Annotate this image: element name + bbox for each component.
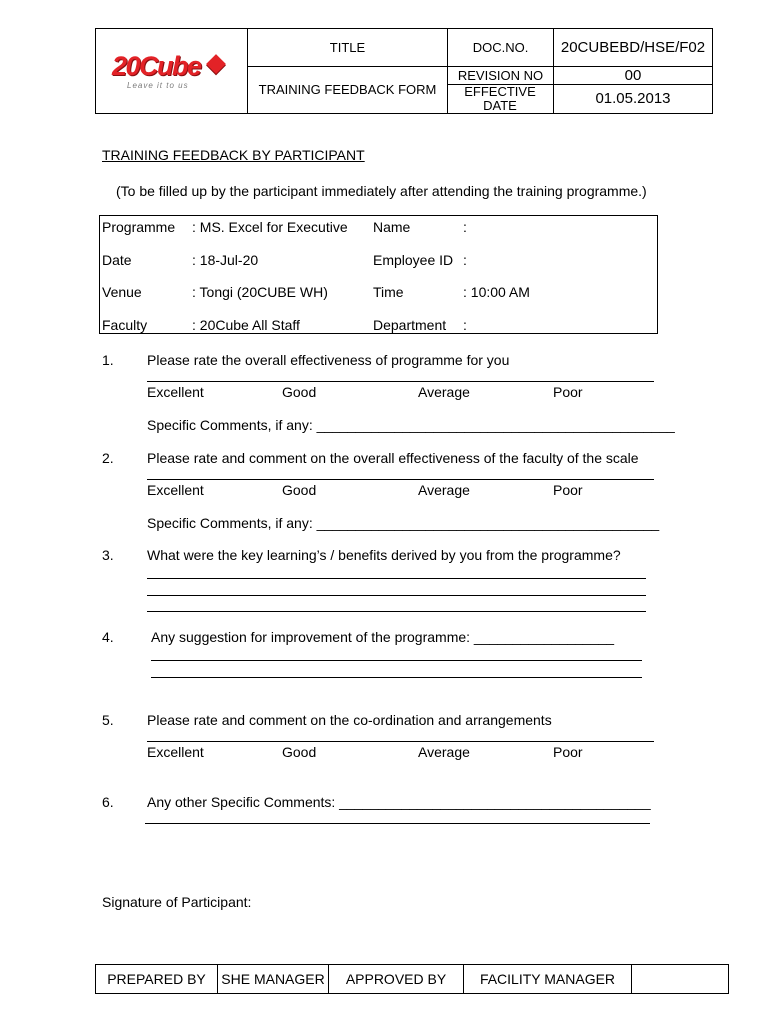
question-text: What were the key learning’s / benefits derived by you from the programme? [147,547,621,563]
question-number: 1. [102,352,114,368]
name-label: Name [373,219,411,235]
comment-field[interactable]: Specific Comments, if any: ____________________________________________ [147,515,660,531]
department-value[interactable]: : [463,317,467,333]
title-label: TITLE [329,39,366,55]
approval-footer-table [95,964,729,994]
rating-option-average[interactable]: Average [418,744,470,760]
time-value: : 10:00 AM [463,284,530,300]
department-label: Department [373,317,447,333]
cube-icon [206,54,226,74]
question-number: 4. [102,629,114,645]
venue-value: : Tongi (20CUBE WH) [192,284,328,300]
answer-line[interactable] [145,823,650,824]
question-number: 6. [102,794,114,810]
rating-line[interactable] [147,741,654,742]
rating-option-poor[interactable]: Poor [553,482,583,498]
signature-label: Signature of Participant: [102,894,252,910]
document-header-table [95,28,713,114]
question-text[interactable]: Any other Specific Comments: ________________________________________ [147,794,651,810]
she-manager-label: SHE MANAGER [221,971,325,987]
comment-field[interactable]: Specific Comments, if any: ______________________________________________ [147,417,675,433]
answer-line[interactable] [147,578,646,579]
doc-no-label: DOC.NO. [472,39,529,55]
faculty-value: : 20Cube All Staff [192,317,300,333]
question-number: 3. [102,547,114,563]
question-text: Please rate and comment on the co-ordination and arrangements [147,712,552,728]
programme-label: Programme [102,219,176,235]
rating-option-good[interactable]: Good [282,744,317,760]
signature-cell[interactable] [632,965,728,993]
prepared-by-label: PREPARED BY [107,971,206,987]
rating-option-poor[interactable]: Poor [553,384,583,400]
form-title: TRAINING FEEDBACK FORM [258,82,437,97]
rating-option-excellent[interactable]: Excellent [147,482,204,498]
approved-by-label: APPROVED BY [345,971,447,987]
faculty-label: Faculty [102,317,148,333]
page-heading: TRAINING FEEDBACK BY PARTICIPANT [102,147,365,163]
question-text[interactable]: Any suggestion for improvement of the programme: __________________ [151,629,615,645]
time-label: Time [373,284,404,300]
date-value: : 18-Jul-20 [192,252,259,268]
doc-no-value: 20CUBEBD/HSE/F02 [560,38,706,56]
date-label: Date [102,252,132,268]
question-number: 2. [102,450,114,466]
programme-value: : MS. Excel for Executive [192,219,348,235]
revision-value: 00 [624,66,642,84]
rating-option-good[interactable]: Good [282,384,317,400]
answer-line[interactable] [147,611,646,612]
rating-option-excellent[interactable]: Excellent [147,384,204,400]
employee-id-label: Employee ID [373,252,454,268]
participant-info-box [99,215,658,334]
question-number: 5. [102,712,114,728]
answer-line[interactable] [151,660,642,661]
venue-label: Venue [102,284,142,300]
rating-option-good[interactable]: Good [282,482,317,498]
effective-date-value: 01.05.2013 [595,90,671,107]
name-value[interactable]: : [463,219,467,235]
logo-wordmark: 20Cube [112,51,201,81]
rating-option-poor[interactable]: Poor [553,744,583,760]
logo-tagline: Leave it to us [127,81,189,90]
effective-date-label: EFFECTIVE DATE [464,84,536,113]
rating-line[interactable] [147,381,654,382]
revision-label: REVISION NO [457,67,544,83]
rating-line[interactable] [147,479,654,480]
question-text: Please rate the overall effectiveness of programme for you [147,352,510,368]
answer-line[interactable] [147,595,646,596]
question-text: Please rate and comment on the overall effectiveness of the faculty of the scale [147,450,639,466]
facility-manager-label: FACILITY MANAGER [479,971,616,987]
instruction-text: (To be filled up by the participant immediately after attending the training programme.) [116,183,647,199]
rating-option-excellent[interactable]: Excellent [147,744,204,760]
answer-line[interactable] [151,677,642,678]
employee-id-value[interactable]: : [463,252,467,268]
rating-option-average[interactable]: Average [418,384,470,400]
rating-option-average[interactable]: Average [418,482,470,498]
